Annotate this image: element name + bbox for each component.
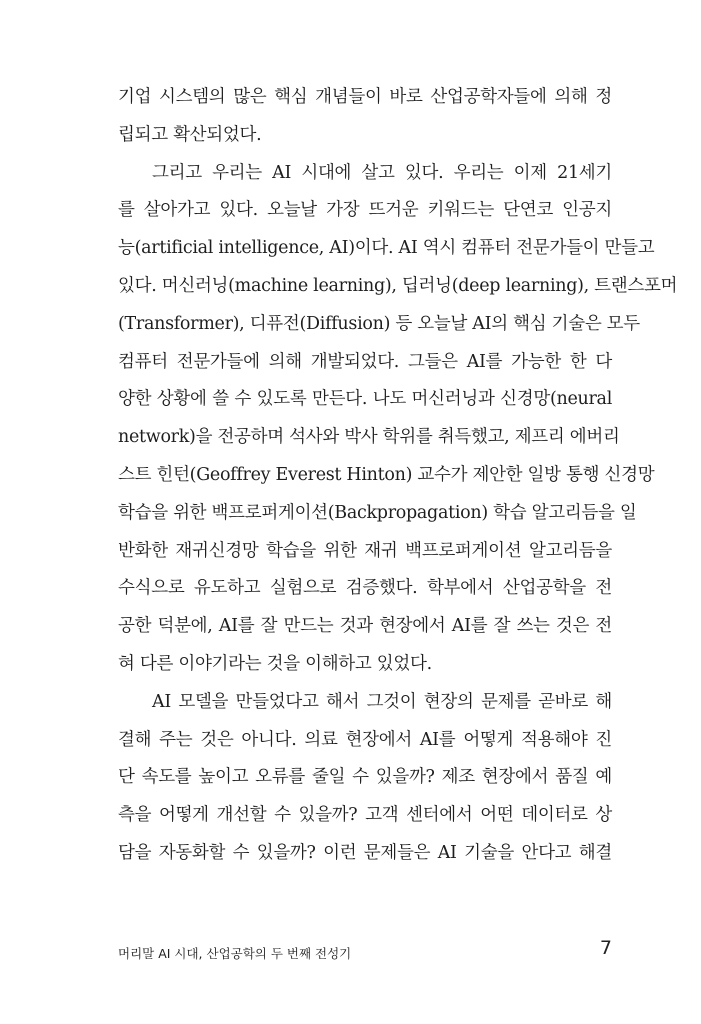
page-number: 7 xyxy=(599,937,612,959)
text-line: 있다. 머신러닝(machine learning), 딥러닝(deep learning), 트랜스포머 xyxy=(118,275,678,296)
text-line: 그리고 우리는 AI 시대에 살고 있다. 우리는 이제 21세기 xyxy=(152,162,612,183)
text-line: 수식으로 유도하고 실험으로 검증했다. 학부에서 산업공학을 전 xyxy=(118,578,612,599)
text-line: 컴퓨터 전문가들에 의해 개발되었다. 그들은 AI를 가능한 한 다 xyxy=(118,351,612,372)
text-line: 결해 주는 것은 아니다. 의료 현장에서 AI를 어떻게 적용해야 진 xyxy=(118,729,612,750)
running-title: 머리말 AI 시대, 산업공학의 두 번째 전성기 xyxy=(118,946,352,961)
body-text xyxy=(118,79,678,873)
text-line: 단 속도를 높이고 오류를 줄일 수 있을까? 제조 현장에서 품질 예 xyxy=(118,767,612,788)
text-line: 측을 어떻게 개선할 수 있을까? 고객 센터에서 어떤 데이터로 상 xyxy=(118,805,612,826)
text-line: 스트 힌턴(Geoffrey Everest Hinton) 교수가 제안한 일방 통행 신경망 xyxy=(118,464,655,485)
text-line: 혀 다른 이야기라는 것을 이해하고 있었다. xyxy=(118,653,432,674)
text-line: 능(artificial intelligence, AI)이다. AI 역시 컴퓨터 전문가들이 만들고 xyxy=(118,238,655,259)
text-line: 를 살아가고 있다. 오늘날 가장 뜨거운 키워드는 단연코 인공지 xyxy=(118,200,612,221)
text-line: 반화한 재귀신경망 학습을 위한 재귀 백프로퍼게이션 알고리듬을 xyxy=(118,540,612,561)
text-line: (Transformer), 디퓨전(Diffusion) 등 오늘날 AI의 핵심 기술은 모두 xyxy=(118,313,640,334)
text-line: network)을 전공하며 석사와 박사 학위를 취득했고, 제프리 에버리 xyxy=(118,427,620,448)
text-line: 담을 자동화할 수 있을까? 이런 문제들은 AI 기술을 안다고 해결 xyxy=(118,842,612,863)
text-line: AI 모델을 만들었다고 해서 그것이 현장의 문제를 곧바로 해 xyxy=(152,691,612,712)
text-line: 학습을 위한 백프로퍼게이션(Backpropagation) 학습 알고리듬을 일 xyxy=(118,502,637,523)
text-line: 양한 상황에 쓸 수 있도록 만든다. 나도 머신러닝과 신경망(neural xyxy=(118,389,612,410)
text-line: 공한 덕분에, AI를 잘 만드는 것과 현장에서 AI를 잘 쓰는 것은 전 xyxy=(118,616,612,637)
text-line: 립되고 확산되었다. xyxy=(118,124,262,145)
text-line: 기업 시스템의 많은 핵심 개념들이 바로 산업공학자들에 의해 정 xyxy=(118,87,612,107)
